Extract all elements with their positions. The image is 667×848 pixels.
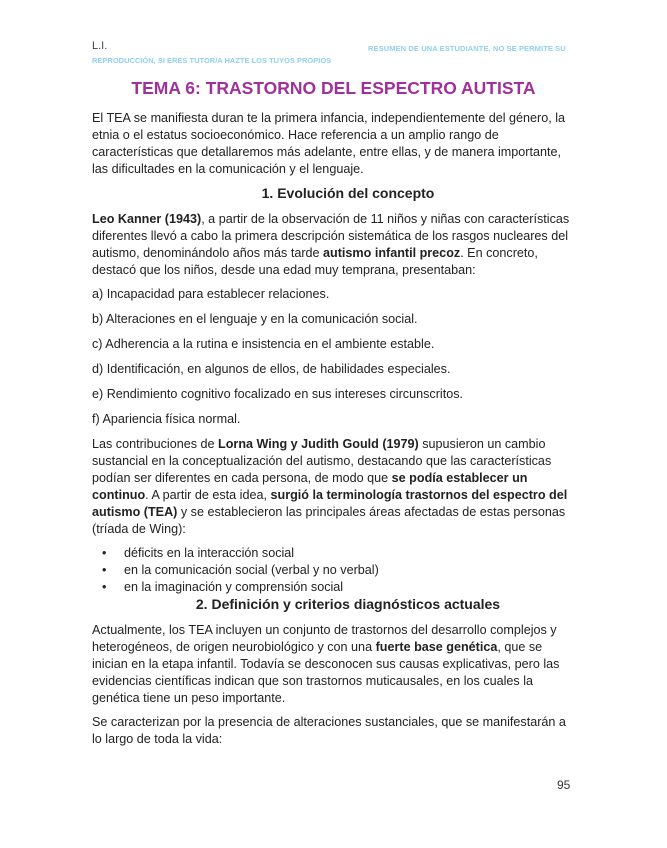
text: Las contribuciones de bbox=[92, 437, 219, 451]
text: supusieron un cambio sustancial en la conceptualización del autismo, destacando que las características podían ser diferentes en cada persona, de modo que bbox=[92, 437, 552, 485]
text: . En concreto, destacó que los niños, desde una edad muy temprana, presentaban: bbox=[92, 246, 538, 277]
section-2-heading: 2. Definición y criterios diagnósticos actuales bbox=[195, 596, 501, 612]
bold-text: autismo infantil precoz bbox=[323, 246, 461, 260]
bold-text: Lorna Wing y Judith Gould (1979) bbox=[218, 437, 419, 451]
wing-gould-paragraph bbox=[92, 436, 574, 538]
intro-paragraph: El TEA se manifiesta duran te la primera infancia, independientemente del género, la etnia o el estatus socioeconómico. Hace referencia a un amplio rango de características que detallaremos más adelante, entre ellas, y de manera importante, las dificultades en la comunicación y el lenguaje. bbox=[92, 111, 566, 176]
text: y se establecieron las principales áreas afectadas de estas personas (tríada de Wing): bbox=[92, 505, 566, 536]
bullet-item: • en la comunicación social (verbal y no verbal) bbox=[124, 562, 574, 579]
text: , que se inician en la etapa infantil. Todavía se desconocen sus causas explicativas, pero las evidencias científicas indican que son trastornos muticausales, en los cuales la genética tiene un peso importante. bbox=[92, 640, 560, 705]
bullet-item: • en la imaginación y comprensión social bbox=[124, 579, 574, 596]
list-item: b) Alteraciones en el lenguaje y en la comunicación social. bbox=[92, 312, 418, 326]
list-item: f) Apariencia física normal. bbox=[92, 412, 241, 426]
text: Actualmente, los TEA incluyen un conjunto de trastornos del desarrollo complejos y heterogéneos, de origen neurobiológico y con una bbox=[92, 623, 557, 654]
bold-text: surgió la terminología trastornos del espectro del autismo (TEA) bbox=[92, 488, 568, 519]
document-body bbox=[92, 110, 574, 755]
bold-text: Leo Kanner (1943) bbox=[92, 212, 202, 226]
list-item: a) Incapacidad para establecer relaciones. bbox=[92, 287, 330, 301]
header-notice-line-1: RESUMEN DE UNA ESTUDIANTE, NO SE PERMITE SU bbox=[368, 44, 566, 53]
page-title: TEMA 6: TRASTORNO DEL ESPECTRO AUTISTA bbox=[131, 78, 536, 98]
list-item: c) Adherencia a la rutina e insistencia en el ambiente estable. bbox=[92, 337, 435, 351]
text: . A partir de esta idea, bbox=[145, 488, 271, 502]
bold-text: fuerte base genética bbox=[375, 640, 498, 654]
page-number: 95 bbox=[557, 778, 571, 792]
characteristics-paragraph: Se caracterizan por la presencia de alteraciones sustanciales, que se manifestarán a lo largo de toda la vida: bbox=[92, 715, 566, 746]
section-1-heading: 1. Evolución del concepto bbox=[261, 185, 435, 201]
wing-triad-list bbox=[92, 545, 574, 596]
definition-paragraph bbox=[92, 622, 574, 707]
text: , a partir de la observación de 11 niños y niñas con características diferentes llevó a cabo la primera descripción sistemática de los rasgos nucleares del autismo, denominándolo años más tarde bbox=[92, 212, 570, 260]
header-initials: L.I. bbox=[92, 40, 108, 52]
list-item: e) Rendimiento cognitivo focalizado en sus intereses circunscritos. bbox=[92, 387, 463, 401]
kanner-paragraph bbox=[92, 211, 574, 279]
header-notice-line-2: REPRODUCCIÓN, SI ERES TUTOR/A HAZTE LOS TUYOS PROPIOS bbox=[92, 56, 332, 65]
bullet-item: • déficits en la interacción social bbox=[124, 545, 574, 562]
list-item: d) Identificación, en algunos de ellos, de habilidades especiales. bbox=[92, 362, 451, 376]
bold-text: se podía establecer un continuo bbox=[92, 471, 528, 502]
